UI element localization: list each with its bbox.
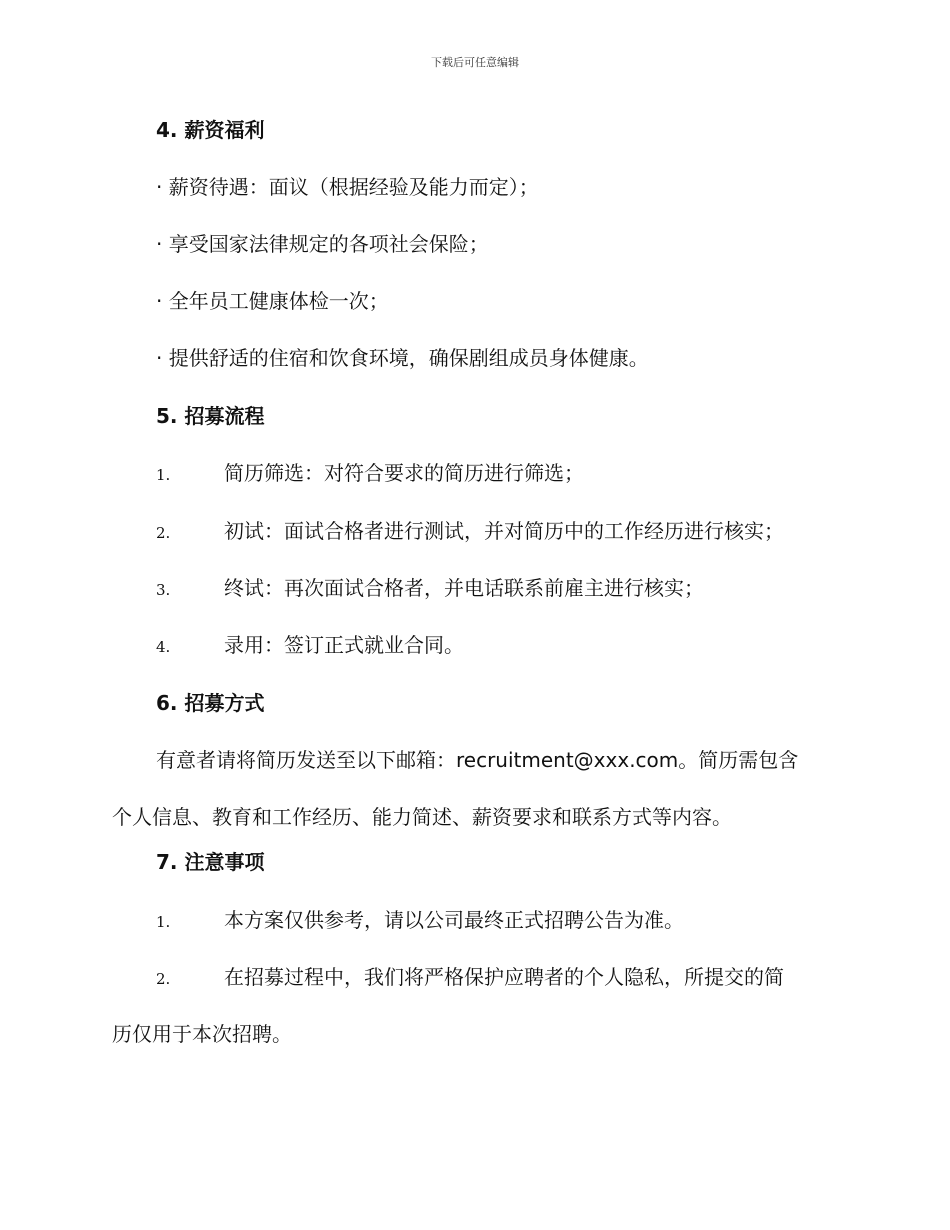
list-item-social-insurance: · 享受国家法律规定的各项社会保险； bbox=[156, 232, 489, 256]
list-item-number: 2. bbox=[156, 524, 171, 542]
section-heading-recruitment-process: 5. 招募流程 bbox=[156, 404, 265, 428]
section-heading-notes: 7. 注意事项 bbox=[156, 850, 265, 874]
list-item-number: 4. bbox=[156, 638, 171, 656]
list-item-accommodation: · 提供舒适的住宿和饮食环境，确保剧组成员身体健康。 bbox=[156, 346, 649, 370]
list-item-note-1 bbox=[156, 906, 846, 936]
list-item-salary: · 薪资待遇：面议（根据经验及能力而定）； bbox=[156, 175, 539, 199]
paragraph-line bbox=[112, 963, 840, 991]
list-item-number: 2. bbox=[156, 970, 171, 988]
paragraph-line: 有意者请将简历发送至以下邮箱：recruitment@xxx.com。简历需包含 bbox=[156, 748, 799, 772]
list-item-health-check: · 全年员工健康体检一次； bbox=[156, 289, 389, 313]
list-item-step-3 bbox=[156, 574, 846, 604]
list-item-note-2 bbox=[112, 963, 840, 1077]
list-item-text: 终试：再次面试合格者，并电话联系前雇主进行核实； bbox=[224, 576, 704, 600]
section-heading-salary-benefits: 4. 薪资福利 bbox=[156, 118, 265, 142]
list-item-text: 在招募过程中，我们将严格保护应聘者的个人隐私，所提交的简 bbox=[224, 965, 784, 989]
section-heading-recruitment-method: 6. 招募方式 bbox=[156, 691, 265, 715]
list-item-step-1 bbox=[156, 459, 846, 489]
list-item-text: 本方案仅供参考，请以公司最终正式招聘公告为准。 bbox=[224, 908, 684, 932]
paragraph-line: 个人信息、教育和工作经历、能力简述、薪资要求和联系方式等内容。 bbox=[112, 805, 732, 829]
list-item-number: 3. bbox=[156, 581, 171, 599]
list-item-number: 1. bbox=[156, 913, 171, 931]
paragraph-line: 历仅用于本次招聘。 bbox=[112, 1022, 292, 1046]
page-header-note: 下载后可任意编辑 bbox=[431, 56, 519, 69]
list-item-step-2 bbox=[156, 517, 846, 547]
list-item-number: 1. bbox=[156, 466, 171, 484]
list-item-step-4 bbox=[156, 631, 846, 661]
recruitment-method-paragraph bbox=[112, 746, 840, 860]
list-item-text: 录用：签订正式就业合同。 bbox=[224, 633, 464, 657]
list-item-text: 初试：面试合格者进行测试，并对简历中的工作经历进行核实； bbox=[224, 519, 784, 543]
list-item-text: 简历筛选：对符合要求的简历进行筛选； bbox=[224, 461, 584, 485]
